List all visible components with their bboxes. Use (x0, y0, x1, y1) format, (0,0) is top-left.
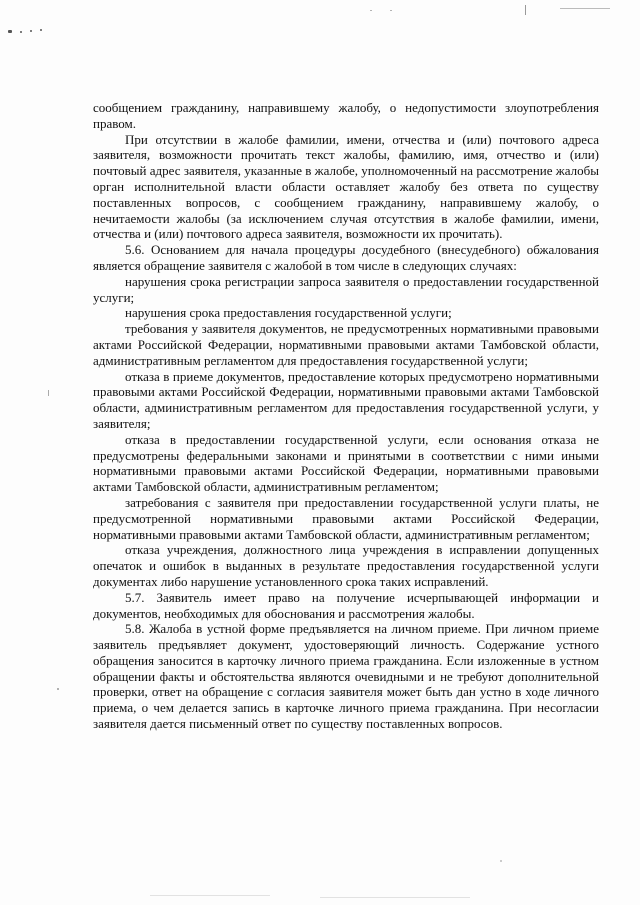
scan-speck (390, 10, 392, 11)
paragraph: отказа в приеме документов, предоставление которых предусмотрено нормативными правовыми актами Российской Федерации, нормативными правовыми актами Тамбовской области, административным регламентом для предоставления государственной услуги, у заявителя; (93, 368, 599, 431)
paragraph: сообщением гражданину, направившему жалобу, о недопустимости злоупотребления правом. (93, 100, 599, 131)
paragraph: При отсутствии в жалобе фамилии, имени, отчества и (или) почтового адреса заявителя, возможности прочитать текст жалобы, фамилию, имя, отчество и (или) почтовый адрес заявителя, указанные в жалобе, уполномоченный на рассмотрение жалобы орган исполнительной власти области оставляет жалобу без ответа по существу поставленных вопросов, с сообщением гражданину, направившему жалобу, о нечитаемости жалобы (за исключением случая отсутствия в жалобе фамилии, имени, отчества и (или) почтового адреса заявителя, возможности их прочитать). (93, 131, 599, 242)
scan-margin-mark (525, 5, 526, 15)
scan-speck (370, 10, 372, 11)
paragraph: 5.7. Заявитель имеет право на получение исчерпывающей информации и документов, необходимых для обоснования и рассмотрения жалобы. (93, 589, 599, 621)
paragraph: отказа учреждения, должностного лица учреждения в исправлении допущенных опечаток и ошибок в выданных в результате предоставления государственной услуги документах либо нарушение установленного срока таких исправлений. (93, 542, 599, 589)
scan-speck (30, 30, 32, 32)
paragraph: затребования с заявителя при предоставлении государственной услуги платы, не предусмотренной нормативными правовыми актами Российской Федерации, нормативными правовыми актами Тамбовской области, административным регламентом; (93, 494, 599, 542)
paragraph: требования у заявителя документов, не предусмотренных нормативными правовыми актами Российской Федерации, нормативными правовыми актами Тамбовской области, административным регламентом для предоставления государственной услуги; (93, 321, 599, 368)
paragraph: отказа в предоставлении государственной услуги, если основания отказа не предусмотрены федеральными законами и принятыми в соответствии с ними иными нормативными правовыми актами Российской Федерации, нормативными правовыми актами Тамбовской области, административным регламентом; (93, 431, 599, 495)
paragraph: 5.8. Жалоба в устной форме предъявляется на личном приеме. При личном приеме заявитель предъявляет документ, удостоверяющий личность. Содержание устного обращения заносится в карточку личного приема гражданина. Если изложенные в устном обращении факты и обстоятельства являются очевидными и не требуют дополнительной проверки, ответ на обращение с согласия заявителя может быть дан устно в ходе личного приема, о чем делается запись в карточке личного приема гражданина. При несогласии заявителя дается письменный ответ по существу поставленных вопросов. (93, 621, 599, 732)
scan-line (560, 8, 610, 9)
scan-speck (500, 860, 502, 862)
scan-speck (57, 688, 59, 690)
paragraph: нарушения срока регистрации запроса заявителя о предоставлении государственной услуги; (93, 273, 599, 305)
scan-speck (40, 29, 42, 31)
scan-speck (20, 31, 22, 33)
paragraph: нарушения срока предоставления государственной услуги; (125, 305, 452, 321)
document-body (93, 100, 599, 732)
paragraph: 5.6. Основанием для начала процедуры досудебного (внесудебного) обжалования является обращение заявителя с жалобой в том числе в следующих случаях: (93, 242, 599, 273)
scan-line (320, 897, 470, 898)
scan-speck (8, 30, 12, 33)
scan-margin-mark (48, 390, 49, 396)
scan-line (150, 895, 270, 896)
